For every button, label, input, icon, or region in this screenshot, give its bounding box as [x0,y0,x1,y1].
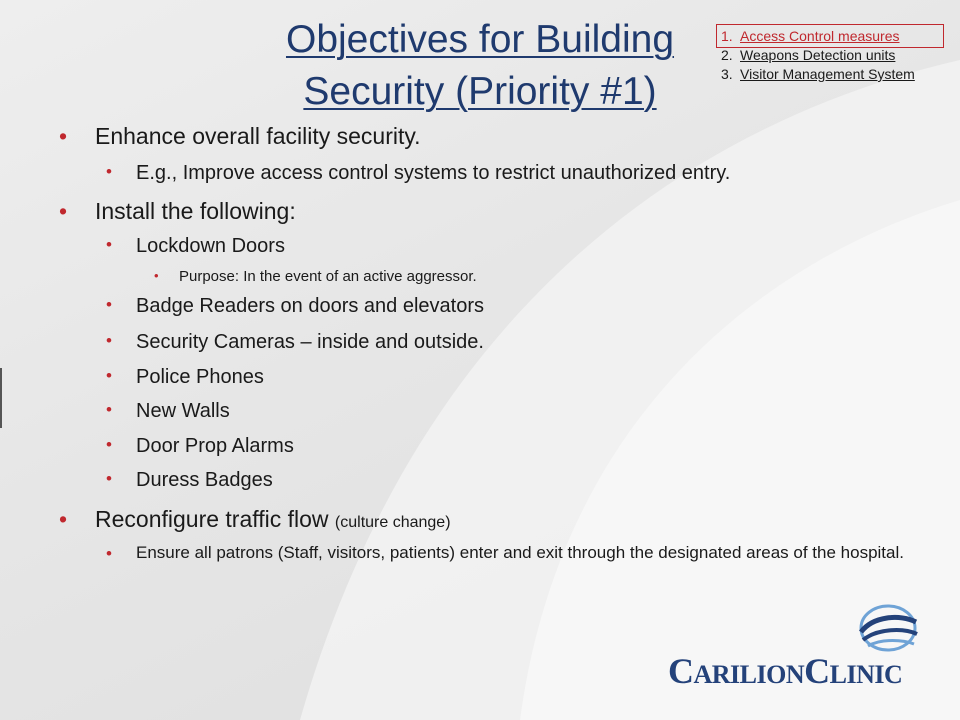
nav-link-visitor-management[interactable]: Visitor Management System [740,66,915,82]
sub-sub-bullet-purpose [154,268,477,285]
bullet-text: New Walls [136,400,230,422]
bullet-text: Police Phones [136,366,264,388]
title-line-2: Security (Priority #1) [303,70,657,113]
bullet-note: (culture change) [334,514,451,531]
sub-bullet-door-prop-alarms [106,435,294,458]
bullet-dot: • [106,331,112,350]
bullet-dot: • [59,506,68,532]
slide-title [250,14,710,118]
carilion-clinic-logo [668,602,924,694]
bullet-dot: • [106,400,112,419]
edge-marker [0,368,2,428]
nav-link-access-control[interactable]: Access Control measures [740,28,900,44]
sub-bullet-police-phones [106,366,264,389]
nav-link-weapons-detection[interactable]: Weapons Detection units [740,47,896,63]
bullet-text: Enhance overall facility security. [95,123,421,149]
bullet-dot: • [59,123,68,149]
bullet-dot: • [59,198,68,224]
sub-bullet-lockdown-doors [106,235,285,258]
bullet-dot: • [106,469,112,488]
nav-item-access-control[interactable] [721,27,915,46]
bullet-text: Lockdown Doors [136,235,285,257]
nav-item-number: 1. [721,28,733,44]
nav-item-weapons-detection[interactable] [721,46,915,65]
bullet-dot: • [106,295,112,314]
sub-bullet-badge-readers [106,295,485,318]
bullet-text: Security Cameras – inside and outside. [136,331,484,353]
sub-bullet-duress-badges [106,469,273,492]
bullet-enhance-security [59,123,421,150]
bullet-dot: • [106,162,112,181]
sub-bullet-access-control [106,162,731,185]
nav-item-visitor-management[interactable] [721,65,915,84]
bullet-reconfigure-traffic [59,506,451,533]
sub-bullet-patrons [106,539,911,566]
bullet-dot: • [106,435,112,454]
nav-item-number: 3. [721,66,733,82]
bullet-dot: • [106,544,112,563]
sub-bullet-new-walls [106,400,230,423]
bullet-dot: • [106,235,112,254]
logo-wordmark: CARILIONCLINIC [668,651,903,691]
bullet-dot: • [154,268,159,283]
sub-bullet-security-cameras [106,331,484,354]
bullet-text: Badge Readers on doors and elevators [136,295,485,317]
section-nav [721,27,915,84]
bullet-text: E.g., Improve access control systems to restrict unauthorized entry. [136,162,731,184]
bullet-text: Install the following: [95,198,296,224]
bullet-dot: • [106,366,112,385]
bullet-install [59,198,296,225]
nav-item-number: 2. [721,47,733,63]
bullet-text: Ensure all patrons (Staff, visitors, patients) enter and exit through the designated areas of the hospital. [136,543,904,562]
bullet-text: Duress Badges [136,469,273,491]
bullet-text: Reconfigure traffic flow [95,506,329,532]
bullet-text: Purpose: In the event of an active aggressor. [179,268,477,285]
title-line-1: Objectives for Building [285,18,675,61]
bullet-text: Door Prop Alarms [136,435,294,457]
